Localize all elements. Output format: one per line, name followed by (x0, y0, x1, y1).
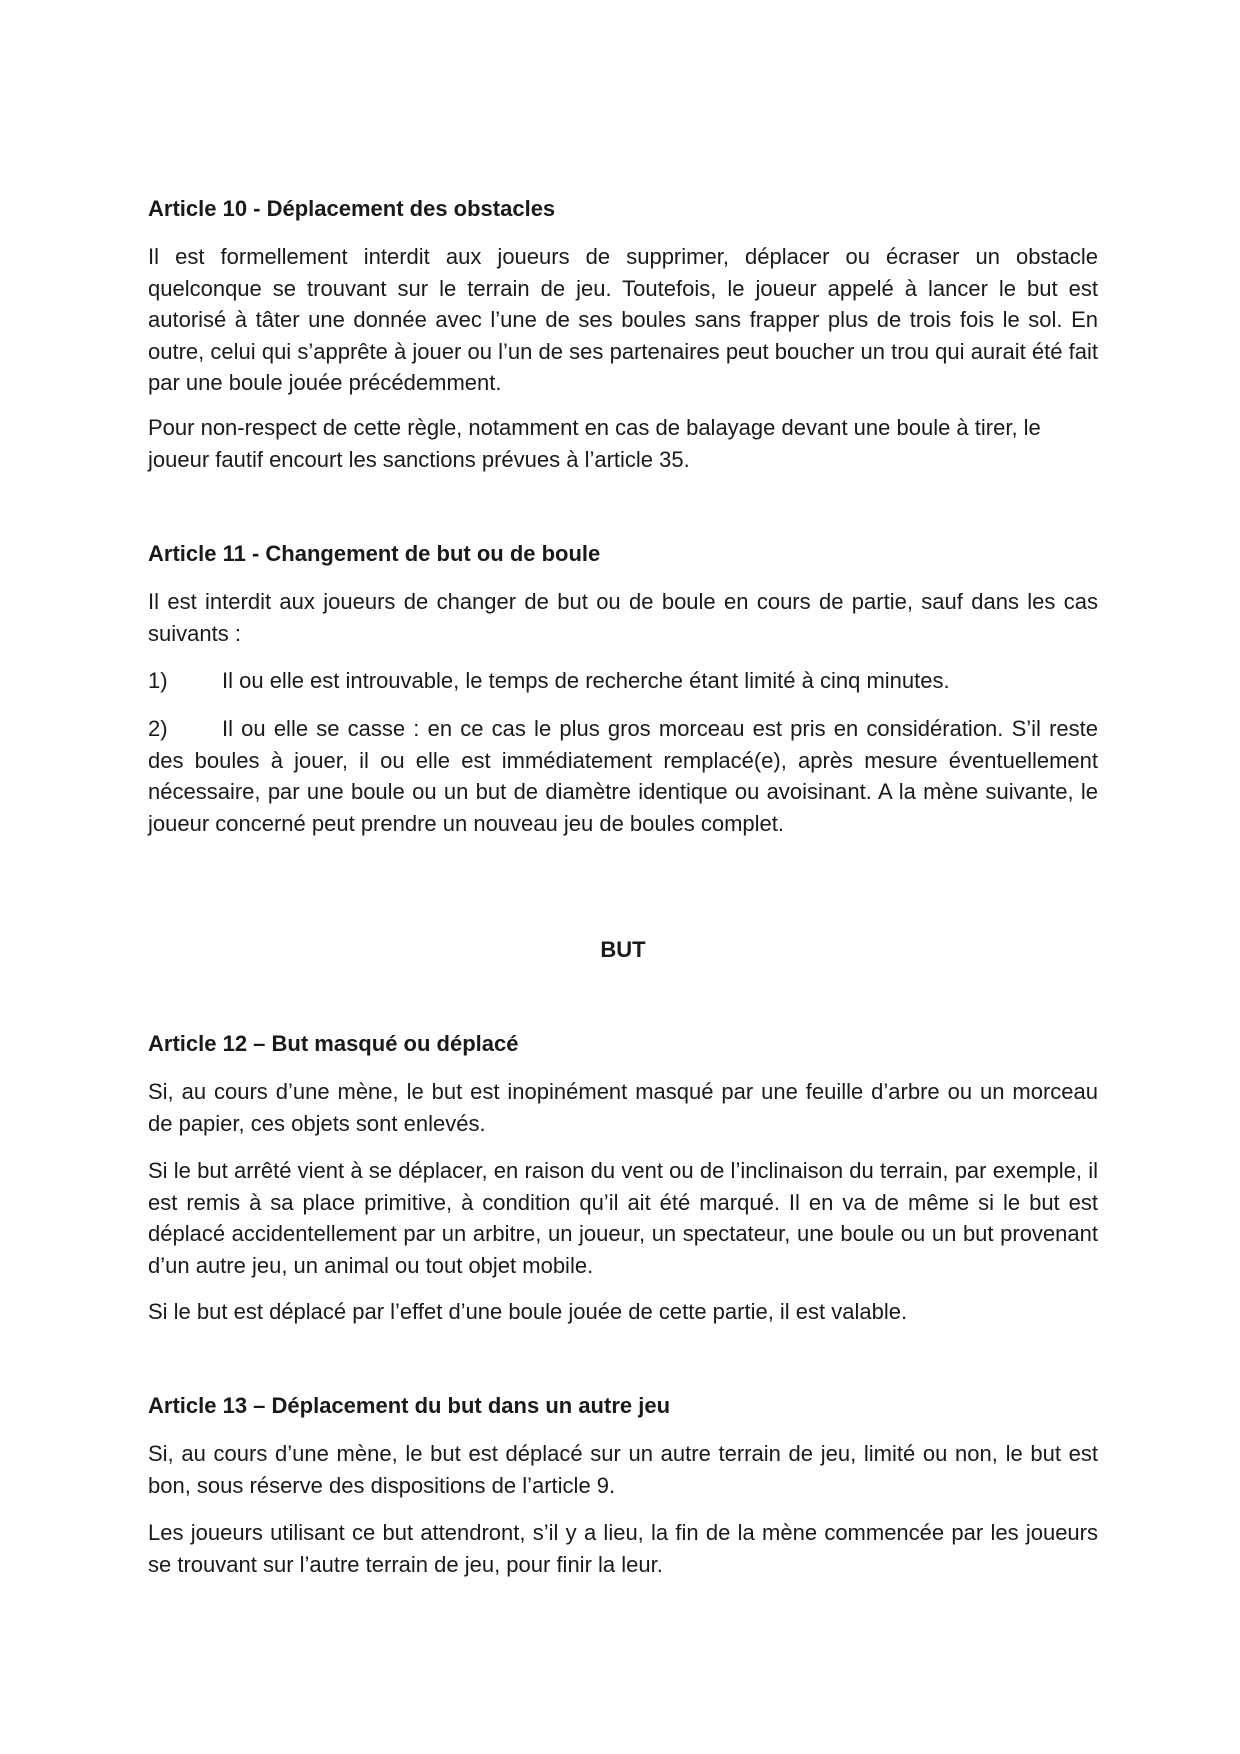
item-text: Il ou elle se casse : en ce cas le plus gros morceau est pris en considération. S’il reste des boules à jouer, il ou elle est immédiatement remplacé(e), après mesure éventuellement nécessaire, par une boule ou un but de diamètre identique ou avoisinant. A la mène suivante, le joueur concerné peut prendre un nouveau jeu de boules complet. (148, 716, 1098, 836)
article-11-item-2 (148, 713, 1098, 839)
item-number: 1) (148, 668, 168, 693)
article-12-paragraph-3: Si le but est déplacé par l’effet d’une boule jouée de cette partie, il est valable. (148, 1299, 908, 1324)
article-12-paragraph-1: Si, au cours d’une mène, le but est inopinément masqué par une feuille d’arbre ou un morceau de papier, ces objets sont enlevés. (148, 1079, 1098, 1136)
article-13-title: Article 13 – Déplacement du but dans un autre jeu (148, 1393, 671, 1418)
article-13-paragraph-2: Les joueurs utilisant ce but attendront, s’il y a lieu, la fin de la mène commencée par les joueurs se trouvant sur l’autre terrain de jeu, pour finir la leur. (148, 1520, 1098, 1577)
article-12-paragraph-2: Si le but arrêté vient à se déplacer, en raison du vent ou de l’inclinaison du terrain, par exemple, il est remis à sa place primitive, à condition qu’il ait été marqué. Il en va de même si le but est déplacé accidentellement par un arbitre, un joueur, un spectateur, une boule ou un but provenant d’un autre jeu, un animal ou tout objet mobile. (148, 1158, 1098, 1278)
article-11-paragraph-1: Il est interdit aux joueurs de changer de but ou de boule en cours de partie, sauf dans les cas suivants : (148, 589, 1098, 646)
article-10-title: Article 10 - Déplacement des obstacles (148, 196, 556, 221)
item-text: Il ou elle est introuvable, le temps de recherche étant limité à cinq minutes. (222, 668, 950, 693)
article-10-paragraph-2: Pour non-respect de cette règle, notamment en cas de balayage devant une boule à tirer, le joueur fautif encourt les sanctions prévues à l’article 35. (148, 415, 1041, 472)
article-12-title: Article 12 – But masqué ou déplacé (148, 1031, 519, 1056)
article-13-paragraph-1: Si, au cours d’une mène, le but est déplacé sur un autre terrain de jeu, limité ou non, le but est bon, sous réserve des dispositions de l’article 9. (148, 1441, 1098, 1498)
item-number: 2) (148, 716, 168, 741)
article-11-title: Article 11 - Changement de but ou de boule (148, 541, 601, 566)
article-10-paragraph-1: Il est formellement interdit aux joueurs de supprimer, déplacer ou écraser un obstacle quelconque se trouvant sur le terrain de jeu. Toutefois, le joueur appelé à lancer le but est autorisé à tâter une donnée avec l’une de ses boules sans frapper plus de trois fois le sol. En outre, celui qui s’apprête à jouer ou l’un de ses partenaires peut boucher un trou qui aurait été fait par une boule jouée précédemment. (148, 244, 1098, 395)
article-11-item-1 (148, 665, 1098, 697)
section-heading-but: BUT (600, 937, 646, 962)
